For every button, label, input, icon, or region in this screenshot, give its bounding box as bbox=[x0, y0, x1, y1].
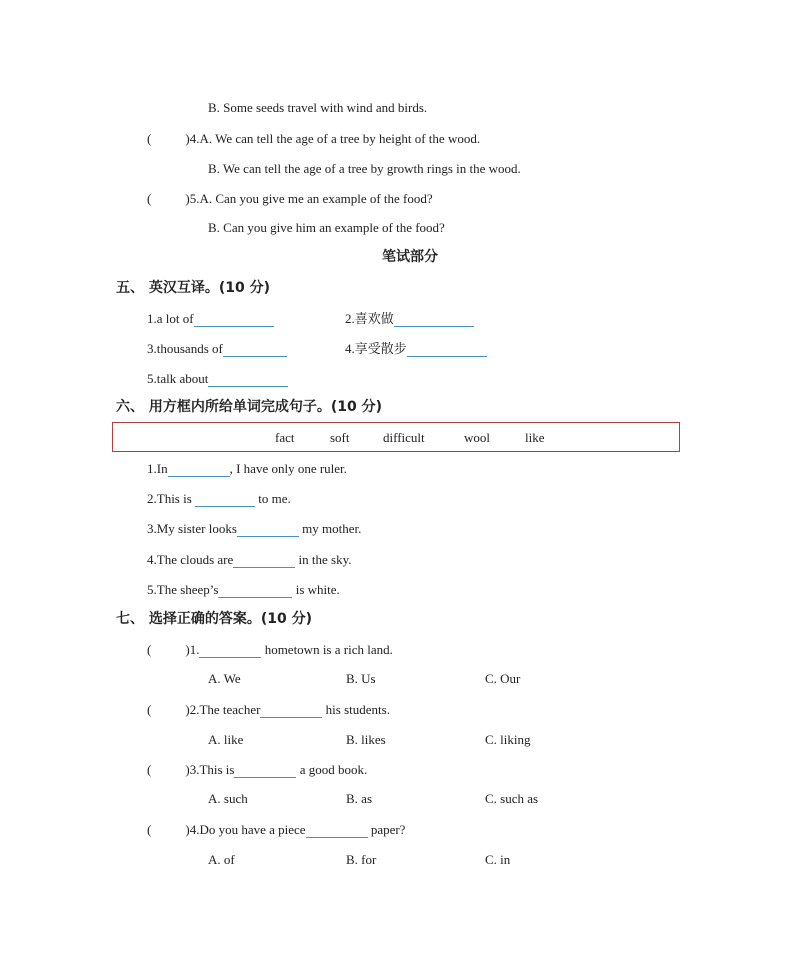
sentence-text: 4.The clouds are bbox=[147, 552, 234, 567]
listening-q5-option-a: A. Can you give me an example of the food? bbox=[199, 191, 433, 206]
answer-blank[interactable] bbox=[394, 314, 474, 327]
answer-paren-open: ( bbox=[147, 702, 152, 717]
answer-paren-close: ) bbox=[185, 642, 190, 657]
sentence-text: , I have only one ruler. bbox=[229, 461, 347, 476]
answer-blank[interactable] bbox=[208, 374, 288, 387]
answer-paren-close: ) bbox=[185, 702, 190, 717]
sentence-text: 3.My sister looks bbox=[147, 521, 237, 536]
option-c: C. liking bbox=[485, 732, 531, 747]
section7-question-2 bbox=[147, 702, 390, 718]
written-part-title: 笔试部分 bbox=[382, 249, 438, 265]
question-number: 4. bbox=[189, 131, 200, 146]
section7-question-3 bbox=[147, 762, 367, 778]
section6-sentence-1 bbox=[147, 461, 347, 477]
question-text: his students. bbox=[322, 702, 390, 717]
word-bank-word: fact bbox=[275, 430, 295, 445]
answer-blank[interactable] bbox=[234, 765, 296, 778]
item-text: 1.a lot of bbox=[147, 311, 194, 326]
sentence-text: 2.This is bbox=[147, 491, 192, 506]
option-a: A. We bbox=[208, 671, 241, 686]
answer-paren-close: ) bbox=[185, 822, 190, 837]
section6-heading: 六、 用方框内所给单词完成句子。(10 分) bbox=[116, 399, 383, 415]
option-b: B. as bbox=[346, 791, 372, 806]
section7-question-4 bbox=[147, 822, 405, 838]
answer-blank[interactable] bbox=[218, 585, 292, 598]
question-text: paper? bbox=[367, 822, 406, 837]
question-text: hometown is a rich land. bbox=[261, 642, 393, 657]
word-bank-word: difficult bbox=[383, 430, 425, 445]
section5-item-4 bbox=[345, 341, 487, 357]
answer-blank[interactable] bbox=[223, 344, 287, 357]
answer-blank[interactable] bbox=[237, 524, 299, 537]
item-text: 4.享受散步 bbox=[345, 341, 407, 356]
answer-paren-close: ) bbox=[185, 762, 190, 777]
answer-paren-open: ( bbox=[147, 131, 152, 146]
option-a: A. such bbox=[208, 791, 248, 806]
answer-blank[interactable] bbox=[407, 344, 487, 357]
answer-blank[interactable] bbox=[168, 464, 230, 477]
answer-blank[interactable] bbox=[199, 645, 261, 658]
section5-item-2 bbox=[345, 311, 474, 327]
option-b: B. Us bbox=[346, 671, 376, 686]
answer-paren-open: ( bbox=[147, 762, 152, 777]
option-a: A. of bbox=[208, 852, 235, 867]
question-text: a good book. bbox=[296, 762, 368, 777]
answer-blank[interactable] bbox=[194, 314, 274, 327]
word-bank-word: wool bbox=[464, 430, 490, 445]
listening-q4-option-b: B. We can tell the age of a tree by growth rings in the wood. bbox=[208, 161, 521, 176]
section5-heading: 五、 英汉互译。(10 分) bbox=[116, 280, 271, 296]
sentence-text: to me. bbox=[255, 491, 291, 506]
answer-paren-open: ( bbox=[147, 822, 152, 837]
option-c: C. Our bbox=[485, 671, 521, 686]
question-text: The teacher bbox=[199, 702, 261, 717]
listening-q4-option-a: A. We can tell the age of a tree by height of the wood. bbox=[199, 131, 481, 146]
option-b: B. for bbox=[346, 852, 377, 867]
section6-sentence-5 bbox=[147, 582, 340, 598]
sentence-text: 5.The sheep’s bbox=[147, 582, 219, 597]
section5-item-3 bbox=[147, 341, 287, 357]
word-bank-word: soft bbox=[330, 430, 350, 445]
sentence-text: is white. bbox=[292, 582, 340, 597]
listening-q5-option-b: B. Can you give him an example of the food? bbox=[208, 220, 445, 235]
item-text: 3.thousands of bbox=[147, 341, 223, 356]
section7-heading: 七、 选择正确的答案。(10 分) bbox=[116, 611, 313, 627]
question-number: 2. bbox=[189, 702, 200, 717]
listening-q4 bbox=[147, 131, 480, 147]
section5-item-1 bbox=[147, 311, 274, 327]
question-number: 3. bbox=[189, 762, 200, 777]
word-bank-word: like bbox=[525, 430, 545, 445]
section6-sentence-3 bbox=[147, 521, 361, 537]
listening-q3-option-b: B. Some seeds travel with wind and birds. bbox=[208, 100, 428, 115]
sentence-text: my mother. bbox=[298, 521, 362, 536]
sentence-text: in the sky. bbox=[295, 552, 352, 567]
item-text: 2.喜欢做 bbox=[345, 311, 394, 326]
question-number: 1. bbox=[189, 642, 200, 657]
section6-sentence-2 bbox=[147, 491, 291, 507]
option-a: A. like bbox=[208, 732, 244, 747]
option-c: C. such as bbox=[485, 791, 539, 806]
answer-blank[interactable] bbox=[195, 494, 255, 507]
answer-paren-close: ) bbox=[185, 191, 190, 206]
answer-paren-close: ) bbox=[185, 131, 190, 146]
section7-question-1 bbox=[147, 642, 393, 658]
question-text: Do you have a piece bbox=[199, 822, 306, 837]
option-c: C. in bbox=[485, 852, 511, 867]
option-b: B. likes bbox=[346, 732, 386, 747]
item-text: 5.talk about bbox=[147, 371, 209, 386]
sentence-text: 1.In bbox=[147, 461, 168, 476]
answer-blank[interactable] bbox=[233, 555, 295, 568]
listening-q5 bbox=[147, 191, 433, 207]
section5-item-5 bbox=[147, 371, 288, 387]
question-number: 5. bbox=[189, 191, 200, 206]
question-text: This is bbox=[199, 762, 235, 777]
question-number: 4. bbox=[189, 822, 200, 837]
answer-blank[interactable] bbox=[306, 825, 368, 838]
answer-paren-open: ( bbox=[147, 191, 152, 206]
section6-sentence-4 bbox=[147, 552, 352, 568]
answer-paren-open: ( bbox=[147, 642, 152, 657]
answer-blank[interactable] bbox=[260, 705, 322, 718]
word-bank-box bbox=[112, 422, 680, 452]
